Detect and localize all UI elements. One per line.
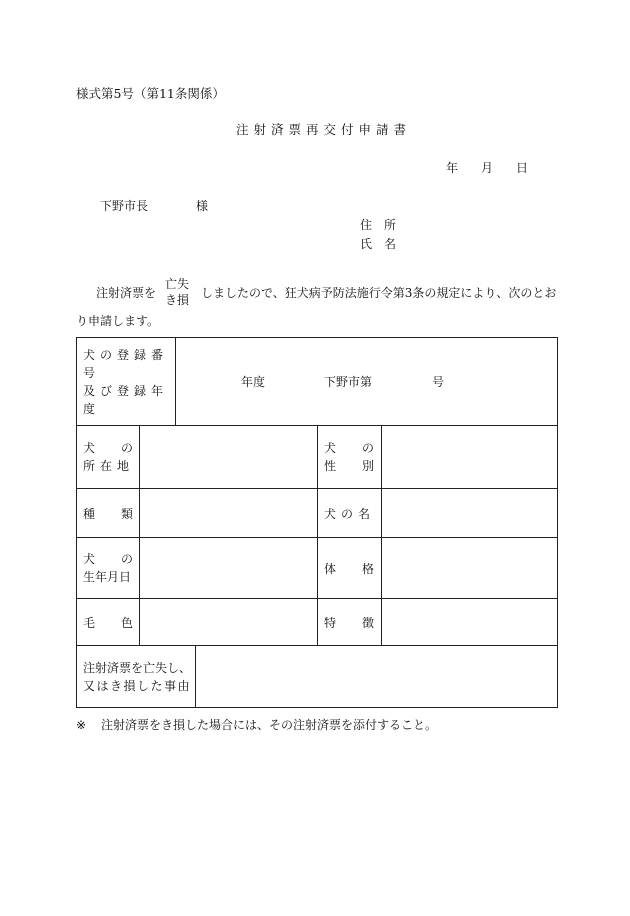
table-row <box>77 538 558 599</box>
features-label-char: 徴 <box>362 615 375 630</box>
build-value-cell[interactable] <box>382 538 558 599</box>
location-label-char: の <box>120 441 133 455</box>
sex-label-char: 別 <box>362 459 375 473</box>
dob-label-line1 <box>83 550 133 568</box>
form-number: 様式第5号（第11条関係） <box>76 86 225 101</box>
dog-name-value-cell[interactable] <box>382 489 558 538</box>
features-value-cell[interactable] <box>382 599 558 646</box>
sex-label-line1 <box>324 439 374 457</box>
build-label-line <box>324 560 374 577</box>
reason-value-cell[interactable] <box>196 646 558 708</box>
table-row <box>77 646 558 708</box>
registration-number-label: 号 <box>432 375 445 389</box>
breed-label-char: 種 <box>83 506 96 521</box>
sex-value-cell[interactable] <box>382 426 558 489</box>
coat-value-cell[interactable] <box>140 599 318 646</box>
build-label-char: 体 <box>324 561 337 576</box>
note-mark: ※ <box>76 718 87 732</box>
reason-label <box>77 646 196 708</box>
table-row <box>77 338 558 426</box>
table-row <box>77 426 558 489</box>
body-line2: り申請します。 <box>76 314 160 328</box>
coat-label-char: 色 <box>120 615 133 630</box>
dob-label-char: の <box>120 552 133 566</box>
option-damaged: き損 <box>165 293 190 307</box>
sex-label <box>318 426 382 489</box>
date-year-label: 年 <box>446 161 459 175</box>
features-label <box>318 599 382 646</box>
addressee-name: 下野市長 <box>100 199 149 213</box>
build-label-char: 格 <box>362 561 375 576</box>
table-row <box>77 489 558 538</box>
coat-label <box>77 599 140 646</box>
body-prefix: 注射済票を <box>96 286 157 300</box>
registration-label <box>77 338 176 426</box>
sex-label-char: 性 <box>324 459 337 473</box>
location-label-line2: 所在地 <box>83 459 135 473</box>
applicant-name-label: 氏 名 <box>360 237 397 251</box>
table-row <box>77 599 558 646</box>
features-label-char: 特 <box>324 615 337 630</box>
location-label <box>77 426 140 489</box>
sex-label-line2 <box>324 457 374 475</box>
dog-name-label: 犬の名 <box>318 489 382 538</box>
dob-label-line2: 生年月日 <box>83 570 132 584</box>
location-label-line1 <box>83 439 133 457</box>
reason-label-line1: 注射済票を亡失し、 <box>83 660 192 675</box>
registration-label-line1: 犬の登録番号 <box>83 347 169 380</box>
application-table <box>76 337 558 708</box>
applicant-address-label: 住 所 <box>360 218 397 232</box>
dob-value-cell[interactable] <box>140 538 318 599</box>
coat-label-line <box>83 614 133 631</box>
build-label <box>318 538 382 599</box>
location-value-cell[interactable] <box>140 426 318 489</box>
dob-label-char: 犬 <box>83 552 96 566</box>
date-day-label: 日 <box>516 161 529 175</box>
features-label-line <box>324 614 374 631</box>
breed-label-char: 類 <box>120 506 133 521</box>
registration-year-label: 年度 <box>241 375 266 389</box>
option-lost: 亡失 <box>165 277 190 291</box>
form-title: 注射済票再交付申請書 <box>236 122 412 137</box>
coat-label-char: 毛 <box>83 615 96 630</box>
date-month-label: 月 <box>481 161 494 175</box>
note-text: 注射済票をき損した場合には、その注射済票を添付すること。 <box>101 718 438 732</box>
dob-label <box>77 538 140 599</box>
breed-value-cell[interactable] <box>140 489 318 538</box>
breed-label <box>77 489 140 538</box>
location-label-char: 犬 <box>83 441 96 455</box>
body-line1: しましたので、狂犬病予防法施行令第3条の規定により、次のとお <box>201 286 557 300</box>
registration-label-line2: 及び登録年度 <box>83 383 169 416</box>
breed-label-line <box>83 505 133 522</box>
addressee-honorific: 様 <box>196 199 209 213</box>
registration-value-cell[interactable] <box>176 338 558 426</box>
sex-label-char: 犬 <box>324 441 337 455</box>
sex-label-char: の <box>362 441 375 455</box>
registration-city-label: 下野市第 <box>324 375 373 389</box>
reason-label-line2: 又はき損した事由 <box>83 678 192 693</box>
